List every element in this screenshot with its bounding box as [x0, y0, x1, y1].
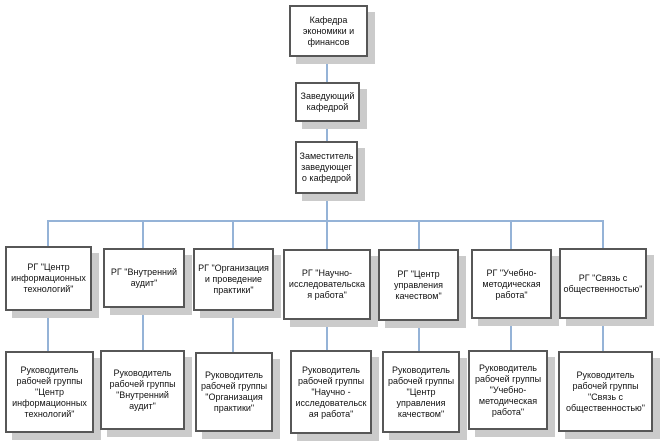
org-node-leader-research: Руководитель рабочей группы "Научно - исследовательская работа" [290, 350, 372, 434]
connector-line [418, 321, 420, 351]
connector-line [142, 308, 144, 350]
connector-line [142, 220, 144, 248]
connector-line [326, 220, 328, 249]
connector-line [510, 319, 512, 350]
org-node-department: Кафедра экономики и финансов [289, 5, 368, 57]
connector-line [232, 311, 234, 352]
org-node-leader-quality: Руководитель рабочей группы "Центр управления качеством" [382, 351, 460, 433]
org-node-group-practice: РГ "Организация и проведение практики" [193, 248, 274, 311]
org-node-group-methodical: РГ "Учебно-методическая работа" [471, 249, 552, 319]
org-node-leader-internal-audit: Руководитель рабочей группы "Внутренний аудит" [100, 350, 185, 430]
connector-line [326, 122, 328, 141]
org-node-head: Заведующий кафедрой [295, 82, 360, 122]
connector-line [47, 220, 49, 246]
org-node-group-it-center: РГ "Центр информационных технологий" [5, 246, 92, 311]
org-node-leader-practice: Руководитель рабочей группы "Организация практики" [195, 352, 273, 432]
org-node-leader-it-center: Руководитель рабочей группы "Центр информационных технологий" [5, 351, 94, 433]
org-node-leader-methodical: Руководитель рабочей группы "Учебно-методическая работа" [468, 350, 548, 430]
connector-line [326, 320, 328, 350]
connector-line [418, 220, 420, 249]
connector-line [510, 220, 512, 249]
connector-line [326, 194, 328, 221]
org-node-group-quality: РГ "Центр управления качеством" [378, 249, 459, 321]
connector-line [47, 311, 49, 351]
org-node-group-internal-audit: РГ "Внутренний аудит" [103, 248, 185, 308]
org-node-group-research: РГ "Научно-исследовательская работа" [283, 249, 371, 320]
org-node-leader-public-relations: Руководитель рабочей группы "Связь с общественностью" [558, 351, 653, 432]
org-node-group-public-relations: РГ "Связь с общественностью" [559, 248, 647, 319]
connector-line [602, 220, 604, 248]
connector-line [232, 220, 234, 248]
connector-line [602, 319, 604, 351]
connector-line [326, 57, 328, 82]
org-node-deputy: Заместитель заведующего кафедрой [295, 141, 358, 194]
